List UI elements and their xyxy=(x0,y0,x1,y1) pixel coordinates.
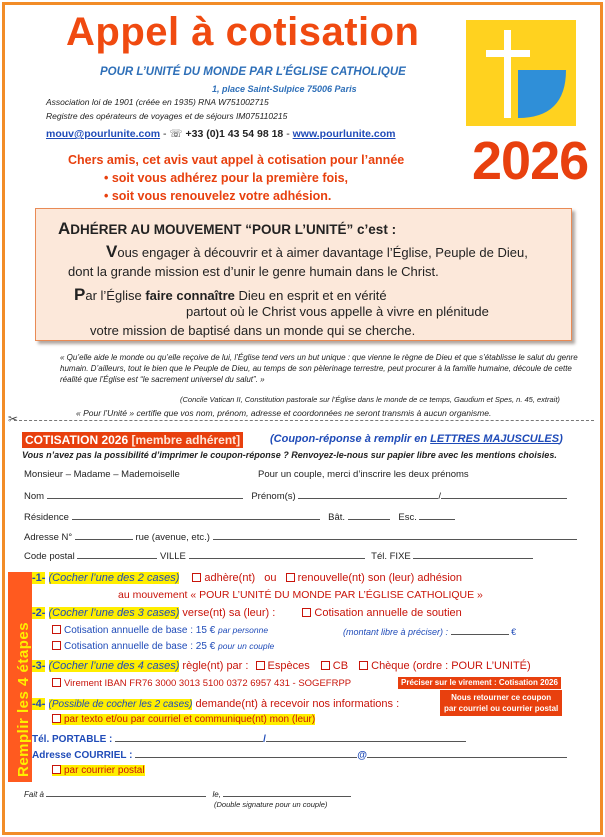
civility-label: Monsieur – Madame – Mademoiselle xyxy=(24,469,180,480)
mobile-field-1[interactable] xyxy=(115,733,263,742)
residence-field[interactable] xyxy=(72,511,320,520)
cut-line xyxy=(14,420,594,421)
step-2: -2- (Cocher l’une des 3 cases) verse(nt) sa (leur) : Cotisation annuelle de soutien xyxy=(32,607,462,619)
quote-citation: (Concile Vatican II, Constitution pastorale sur l’Église dans le monde de ce temps, Gaudium et Spes, n. 45, extrait) xyxy=(180,395,560,404)
appeal-line: • soit vous renouvelez votre adhésion. xyxy=(104,189,332,203)
form-heading: COTISATION 2026 [membre adhérent] xyxy=(22,432,243,448)
no-print-note: Vous n’avez pas la possibilité d’imprimer le coupon-réponse ? Renvoyez-le-nous sur papier libre avec les mentions choisies. xyxy=(22,450,557,460)
box-heading: ADHÉRER AU MOUVEMENT “POUR L’UNITÉ” c’est : xyxy=(58,219,397,238)
postal-address: 1, place Saint-Sulpice 75006 Paris xyxy=(212,84,357,94)
step-4-option-postal: par courrier postal xyxy=(52,765,145,776)
privacy-statement: « Pour l’Unité » certifie que vos nom, prénom, adresse et coordonnées ne seront transmis à aucun organisme. xyxy=(76,408,492,418)
residence-row: Résidence Bât. Esc. xyxy=(24,511,455,523)
side-label: Remplir les 4 étapes xyxy=(15,621,32,777)
box-paragraph-2-line3: votre mission de baptisé dans un monde qui se cherche. xyxy=(90,323,416,338)
street-number-field[interactable] xyxy=(75,531,133,540)
quote-text: « Qu’elle aide le monde ou qu’elle reçoive de lui, l’Église tend vers un but unique : que vienne le règne de Dieu et que s’établisse le salut du genre humain. D’ailleurs, tout le bien que le Peuple de Dieu, au temps de son pèlerinage terrestre, peut procurer à la famille humaine, découle de cette réalité que l’Église est “le sacrement universel du salut”. » xyxy=(60,353,578,384)
checkbox-cheque[interactable] xyxy=(359,661,368,670)
box-paragraph-2: Par l’Église faire connaître Dieu en esprit et en vérité xyxy=(74,285,387,304)
prenom-field[interactable] xyxy=(298,490,438,499)
date-field[interactable] xyxy=(223,790,351,797)
mission-box xyxy=(35,208,572,341)
step-2-base-2: Cotisation annuelle de base : 25 € pour un couple xyxy=(52,641,274,652)
montant-field[interactable] xyxy=(451,626,509,635)
step-3: -3- (Cocher l’une des 4 cases) règle(nt) par : Espèces CB Chèque (ordre : POUR L’UNITÉ) xyxy=(32,660,531,672)
transfer-reference-tag: Préciser sur le virement : Cotisation 2026 xyxy=(398,677,561,689)
coupon-instruction: (Coupon-réponse à remplir en LETTRES MAJUSCULES) xyxy=(270,433,563,445)
bat-field[interactable] xyxy=(348,511,390,520)
landline-field[interactable] xyxy=(413,550,533,559)
box-paragraph-1: Vous engager à découvrir et à aimer davantage l’Église, Peuple de Dieu, xyxy=(106,242,528,261)
website-link[interactable]: www.pourlunite.com xyxy=(292,128,396,140)
cross-logo-icon xyxy=(466,20,576,126)
checkbox-especes[interactable] xyxy=(256,661,265,670)
step-2-libre: (montant libre à préciser) : € xyxy=(343,627,517,637)
checkbox-cb[interactable] xyxy=(321,661,330,670)
box-paragraph-2-line2: partout où le Christ vous appelle à vivre en plénitude xyxy=(186,304,489,319)
phone-number: +33 (0)1 43 54 98 18 xyxy=(185,128,284,140)
step-4: -4- (Possible de cocher les 2 cases) demande(nt) à recevoir nos informations : xyxy=(32,698,400,710)
name-row: Nom Prénom(s) / xyxy=(24,490,567,502)
separator: - xyxy=(160,128,170,140)
email-row: Adresse COURRIEL : @ xyxy=(32,749,567,761)
appeal-line: • soit vous adhérez pour la première fois, xyxy=(104,171,349,185)
appeal-line: Chers amis, cet avis vaut appel à cotisation pour l’année xyxy=(68,153,405,167)
email-field-1[interactable] xyxy=(135,749,357,758)
step-1-line2: au mouvement « POUR L’UNITÉ DU MONDE PAR L’ÉGLISE CATHOLIQUE » xyxy=(118,589,483,601)
checkbox-renouvelle[interactable] xyxy=(286,573,295,582)
side-band xyxy=(8,572,32,782)
contact-line xyxy=(46,128,396,140)
postal-code-field[interactable] xyxy=(77,550,157,559)
couple-note: Pour un couple, merci d’inscrire les deux prénoms xyxy=(258,469,469,480)
step-1: -1- (Cocher l’une des 2 cases) adhère(nt) ou renouvelle(nt) son (leur) adhésion xyxy=(32,572,463,584)
subtitle: POUR L’UNITÉ DU MONDE PAR L’ÉGLISE CATHOLIQUE xyxy=(100,66,406,78)
step-4-option-texto: par texto et/ou par courriel et communique(nt) mon (leur) xyxy=(52,714,315,725)
year-label: 2026 xyxy=(472,131,589,191)
email-link[interactable]: mouv@pourlunite.com xyxy=(46,128,161,140)
page-title: Appel à cotisation xyxy=(66,10,420,54)
city-field[interactable] xyxy=(189,550,365,559)
mobile-field-2[interactable] xyxy=(266,733,466,742)
checkbox-base-15[interactable] xyxy=(52,625,61,634)
step-3-virement: Virement IBAN FR76 3000 3013 5100 0372 6957 431 - SOGEFRPP xyxy=(52,678,351,689)
esc-field[interactable] xyxy=(419,511,455,520)
scissors-icon: ✂ xyxy=(8,412,19,426)
nom-field[interactable] xyxy=(47,490,243,499)
registry-info: Registre des opérateurs de voyages et de séjours IM075110215 xyxy=(46,111,288,121)
address-row: Adresse N° rue (avenue, etc.) xyxy=(24,531,577,543)
checkbox-adhere[interactable] xyxy=(192,573,201,582)
email-field-2[interactable] xyxy=(367,749,567,758)
mobile-row: Tél. PORTABLE : / xyxy=(32,733,466,745)
checkbox-courrier-postal[interactable] xyxy=(52,765,61,774)
city-row: Code postal VILLE Tél. FIXE xyxy=(24,550,533,562)
box-paragraph-1-line2: dont la grande mission est d’unir le genre humain dans le Christ. xyxy=(68,264,439,279)
association-info: Association loi de 1901 (créée en 1935) RNA W751002715 xyxy=(46,97,269,107)
separator: - xyxy=(283,128,293,140)
street-field[interactable] xyxy=(213,531,577,540)
prenom-2-field[interactable] xyxy=(441,490,567,499)
double-signature-note: (Double signature pour un couple) xyxy=(214,800,328,809)
checkbox-base-25[interactable] xyxy=(52,641,61,650)
checkbox-texto-courriel[interactable] xyxy=(52,714,61,723)
checkbox-virement[interactable] xyxy=(52,678,61,687)
phone-icon: ☏ xyxy=(169,128,186,140)
appeal-text xyxy=(68,151,404,205)
checkbox-soutien[interactable] xyxy=(302,608,311,617)
signature-row: Fait à le, xyxy=(24,790,351,799)
step-2-base-1: Cotisation annuelle de base : 15 € par personne xyxy=(52,625,268,636)
return-coupon-tag: Nous retourner ce coupon par courriel ou courrier postal xyxy=(440,690,562,716)
place-field[interactable] xyxy=(46,790,206,797)
